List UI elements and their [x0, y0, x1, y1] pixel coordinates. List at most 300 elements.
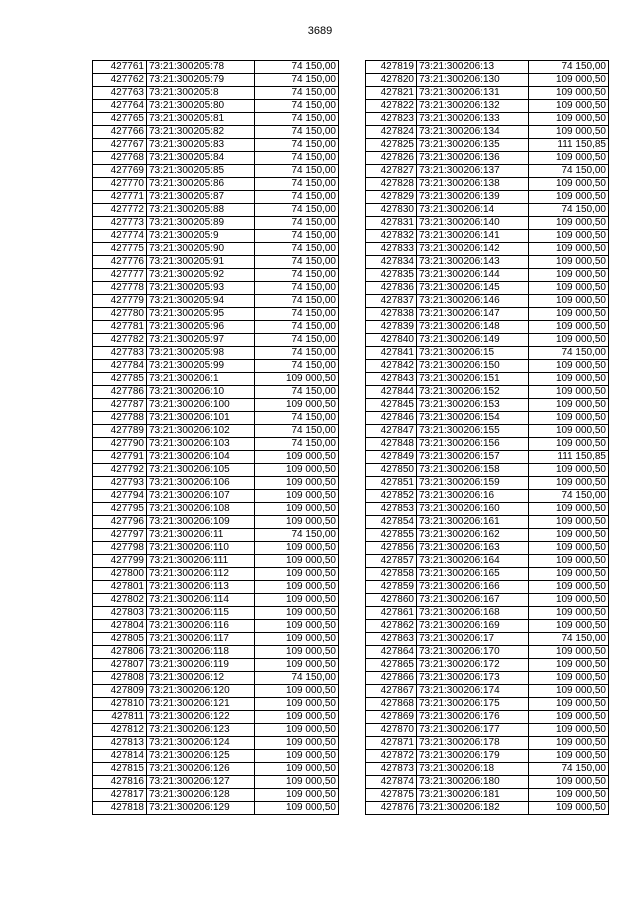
cadastral-number-cell: 73:21:300206:168 [417, 607, 529, 620]
record-number-cell: 427780 [93, 308, 147, 321]
cadastral-value-cell: 109 000,50 [529, 685, 609, 698]
table-row [366, 750, 609, 763]
table-row [366, 802, 609, 815]
cadastral-number-cell: 73:21:300206:102 [147, 425, 255, 438]
table-row [93, 711, 339, 724]
cadastral-value-cell: 109 000,50 [255, 373, 339, 386]
cadastral-number-cell: 73:21:300206:106 [147, 477, 255, 490]
cadastral-value-cell: 109 000,50 [529, 750, 609, 763]
cadastral-number-cell: 73:21:300206:182 [417, 802, 529, 815]
record-number-cell: 427813 [93, 737, 147, 750]
cadastral-value-cell: 74 150,00 [529, 165, 609, 178]
table-row [93, 295, 339, 308]
cadastral-value-cell: 109 000,50 [255, 516, 339, 529]
cadastral-value-cell: 109 000,50 [255, 399, 339, 412]
record-number-cell: 427788 [93, 412, 147, 425]
cadastral-value-cell: 74 150,00 [255, 204, 339, 217]
cadastral-number-cell: 73:21:300205:94 [147, 295, 255, 308]
cadastral-number-cell: 73:21:300205:93 [147, 282, 255, 295]
table-row [366, 633, 609, 646]
cadastral-number-cell: 73:21:300205:84 [147, 152, 255, 165]
table-row [366, 126, 609, 139]
cadastral-value-cell: 74 150,00 [255, 672, 339, 685]
cadastral-value-cell: 109 000,50 [529, 737, 609, 750]
cadastral-value-cell: 74 150,00 [255, 113, 339, 126]
cadastral-number-cell: 73:21:300205:98 [147, 347, 255, 360]
cadastral-number-cell: 73:21:300206:116 [147, 620, 255, 633]
cadastral-number-cell: 73:21:300206:121 [147, 698, 255, 711]
table-row [93, 373, 339, 386]
cadastral-number-cell: 73:21:300205:82 [147, 126, 255, 139]
cadastral-value-cell: 74 150,00 [255, 308, 339, 321]
cadastral-value-cell: 109 000,50 [255, 698, 339, 711]
cadastral-value-cell: 74 150,00 [529, 763, 609, 776]
record-number-cell: 427795 [93, 503, 147, 516]
table-row [93, 776, 339, 789]
cadastral-number-cell: 73:21:300206:155 [417, 425, 529, 438]
cadastral-number-cell: 73:21:300205:97 [147, 334, 255, 347]
cadastral-number-cell: 73:21:300206:164 [417, 555, 529, 568]
cadastral-number-cell: 73:21:300206:1 [147, 373, 255, 386]
table-row [366, 373, 609, 386]
cadastral-number-cell: 73:21:300206:137 [417, 165, 529, 178]
left-register-table [92, 60, 339, 815]
record-number-cell: 427819 [366, 61, 417, 74]
cadastral-value-cell: 109 000,50 [255, 477, 339, 490]
table-row [366, 61, 609, 74]
table-row [366, 321, 609, 334]
table-row [93, 61, 339, 74]
cadastral-value-cell: 109 000,50 [529, 464, 609, 477]
table-row [366, 503, 609, 516]
cadastral-number-cell: 73:21:300206:170 [417, 646, 529, 659]
cadastral-value-cell: 109 000,50 [529, 529, 609, 542]
cadastral-number-cell: 73:21:300205:89 [147, 217, 255, 230]
record-number-cell: 427818 [93, 802, 147, 815]
cadastral-number-cell: 73:21:300206:161 [417, 516, 529, 529]
cadastral-value-cell: 109 000,50 [255, 750, 339, 763]
cadastral-value-cell: 109 000,50 [529, 581, 609, 594]
table-row [366, 191, 609, 204]
table-row [93, 243, 339, 256]
table-row [93, 204, 339, 217]
table-row [93, 672, 339, 685]
cadastral-value-cell: 74 150,00 [255, 61, 339, 74]
table-row [93, 724, 339, 737]
cadastral-value-cell: 109 000,50 [529, 152, 609, 165]
record-number-cell: 427799 [93, 555, 147, 568]
cadastral-number-cell: 73:21:300206:115 [147, 607, 255, 620]
table-row [366, 789, 609, 802]
cadastral-number-cell: 73:21:300206:133 [417, 113, 529, 126]
record-number-cell: 427763 [93, 87, 147, 100]
cadastral-value-cell: 109 000,50 [529, 594, 609, 607]
cadastral-value-cell: 74 150,00 [255, 282, 339, 295]
record-number-cell: 427781 [93, 321, 147, 334]
cadastral-value-cell: 109 000,50 [255, 451, 339, 464]
record-number-cell: 427850 [366, 464, 417, 477]
cadastral-value-cell: 109 000,50 [255, 802, 339, 815]
record-number-cell: 427834 [366, 256, 417, 269]
record-number-cell: 427854 [366, 516, 417, 529]
record-number-cell: 427806 [93, 646, 147, 659]
cadastral-value-cell: 109 000,50 [255, 633, 339, 646]
table-row [93, 178, 339, 191]
record-number-cell: 427846 [366, 412, 417, 425]
cadastral-value-cell: 109 000,50 [529, 802, 609, 815]
record-number-cell: 427778 [93, 282, 147, 295]
record-number-cell: 427837 [366, 295, 417, 308]
record-number-cell: 427772 [93, 204, 147, 217]
cadastral-number-cell: 73:21:300206:144 [417, 269, 529, 282]
cadastral-value-cell: 109 000,50 [529, 438, 609, 451]
table-row [366, 243, 609, 256]
record-number-cell: 427824 [366, 126, 417, 139]
record-number-cell: 427816 [93, 776, 147, 789]
record-number-cell: 427777 [93, 269, 147, 282]
record-number-cell: 427841 [366, 347, 417, 360]
table-row [366, 204, 609, 217]
cadastral-number-cell: 73:21:300206:152 [417, 386, 529, 399]
table-row [93, 607, 339, 620]
table-row [366, 334, 609, 347]
table-row [366, 139, 609, 152]
cadastral-value-cell: 109 000,50 [529, 269, 609, 282]
record-number-cell: 427869 [366, 711, 417, 724]
record-number-cell: 427811 [93, 711, 147, 724]
record-number-cell: 427874 [366, 776, 417, 789]
cadastral-number-cell: 73:21:300205:80 [147, 100, 255, 113]
table-row [93, 750, 339, 763]
cadastral-number-cell: 73:21:300206:12 [147, 672, 255, 685]
record-number-cell: 427802 [93, 594, 147, 607]
table-row [366, 399, 609, 412]
table-row [93, 451, 339, 464]
cadastral-number-cell: 73:21:300206:112 [147, 568, 255, 581]
table-row [93, 490, 339, 503]
table-row [366, 516, 609, 529]
cadastral-number-cell: 73:21:300206:145 [417, 282, 529, 295]
record-number-cell: 427831 [366, 217, 417, 230]
table-row [366, 87, 609, 100]
cadastral-value-cell: 109 000,50 [529, 620, 609, 633]
cadastral-number-cell: 73:21:300206:132 [417, 100, 529, 113]
cadastral-number-cell: 73:21:300206:180 [417, 776, 529, 789]
table-row [93, 230, 339, 243]
record-number-cell: 427789 [93, 425, 147, 438]
record-number-cell: 427858 [366, 568, 417, 581]
cadastral-number-cell: 73:21:300206:167 [417, 594, 529, 607]
cadastral-number-cell: 73:21:300206:119 [147, 659, 255, 672]
table-row [366, 386, 609, 399]
cadastral-number-cell: 73:21:300206:101 [147, 412, 255, 425]
table-row [366, 451, 609, 464]
cadastral-number-cell: 73:21:300206:158 [417, 464, 529, 477]
cadastral-number-cell: 73:21:300206:173 [417, 672, 529, 685]
record-number-cell: 427817 [93, 789, 147, 802]
cadastral-value-cell: 109 000,50 [529, 607, 609, 620]
record-number-cell: 427779 [93, 295, 147, 308]
cadastral-value-cell: 74 150,00 [255, 87, 339, 100]
record-number-cell: 427861 [366, 607, 417, 620]
record-number-cell: 427853 [366, 503, 417, 516]
record-number-cell: 427792 [93, 464, 147, 477]
cadastral-value-cell: 109 000,50 [255, 659, 339, 672]
record-number-cell: 427845 [366, 399, 417, 412]
cadastral-value-cell: 109 000,50 [529, 425, 609, 438]
record-number-cell: 427814 [93, 750, 147, 763]
cadastral-number-cell: 73:21:300206:11 [147, 529, 255, 542]
cadastral-value-cell: 109 000,50 [529, 295, 609, 308]
cadastral-value-cell: 109 000,50 [529, 412, 609, 425]
cadastral-number-cell: 73:21:300206:129 [147, 802, 255, 815]
cadastral-value-cell: 109 000,50 [529, 646, 609, 659]
record-number-cell: 427855 [366, 529, 417, 542]
cadastral-number-cell: 73:21:300206:123 [147, 724, 255, 737]
page-number: 3689 [307, 25, 333, 37]
cadastral-value-cell: 109 000,50 [255, 763, 339, 776]
record-number-cell: 427775 [93, 243, 147, 256]
cadastral-number-cell: 73:21:300206:113 [147, 581, 255, 594]
record-number-cell: 427812 [93, 724, 147, 737]
cadastral-value-cell: 109 000,50 [529, 308, 609, 321]
cadastral-value-cell: 109 000,50 [529, 100, 609, 113]
table-row [93, 282, 339, 295]
cadastral-value-cell: 74 150,00 [529, 61, 609, 74]
record-number-cell: 427771 [93, 191, 147, 204]
cadastral-number-cell: 73:21:300206:149 [417, 334, 529, 347]
cadastral-value-cell: 109 000,50 [529, 360, 609, 373]
record-number-cell: 427774 [93, 230, 147, 243]
cadastral-value-cell: 109 000,50 [255, 542, 339, 555]
cadastral-value-cell: 109 000,50 [529, 516, 609, 529]
table-row [93, 698, 339, 711]
record-number-cell: 427782 [93, 334, 147, 347]
cadastral-number-cell: 73:21:300205:99 [147, 360, 255, 373]
cadastral-value-cell: 109 000,50 [255, 685, 339, 698]
cadastral-value-cell: 74 150,00 [255, 165, 339, 178]
cadastral-value-cell: 109 000,50 [529, 672, 609, 685]
record-number-cell: 427797 [93, 529, 147, 542]
record-number-cell: 427823 [366, 113, 417, 126]
record-number-cell: 427844 [366, 386, 417, 399]
record-number-cell: 427862 [366, 620, 417, 633]
cadastral-number-cell: 73:21:300205:83 [147, 139, 255, 152]
table-row [366, 217, 609, 230]
table-row [93, 633, 339, 646]
table-row [93, 100, 339, 113]
cadastral-number-cell: 73:21:300205:96 [147, 321, 255, 334]
table-row [366, 282, 609, 295]
cadastral-number-cell: 73:21:300206:117 [147, 633, 255, 646]
table-row [93, 360, 339, 373]
cadastral-value-cell: 74 150,00 [255, 412, 339, 425]
table-row [366, 698, 609, 711]
table-row [366, 776, 609, 789]
cadastral-value-cell: 109 000,50 [255, 503, 339, 516]
record-number-cell: 427785 [93, 373, 147, 386]
cadastral-number-cell: 73:21:300205:92 [147, 269, 255, 282]
table-row [366, 269, 609, 282]
cadastral-value-cell: 74 150,00 [255, 321, 339, 334]
record-number-cell: 427766 [93, 126, 147, 139]
table-row [93, 620, 339, 633]
cadastral-value-cell: 109 000,50 [529, 321, 609, 334]
cadastral-number-cell: 73:21:300206:105 [147, 464, 255, 477]
cadastral-number-cell: 73:21:300206:103 [147, 438, 255, 451]
cadastral-value-cell: 109 000,50 [529, 191, 609, 204]
record-number-cell: 427847 [366, 425, 417, 438]
cadastral-number-cell: 73:21:300206:172 [417, 659, 529, 672]
record-number-cell: 427796 [93, 516, 147, 529]
record-number-cell: 427762 [93, 74, 147, 87]
table-row [93, 87, 339, 100]
record-number-cell: 427783 [93, 347, 147, 360]
cadastral-value-cell: 109 000,50 [255, 620, 339, 633]
table-row [93, 74, 339, 87]
cadastral-value-cell: 109 000,50 [529, 178, 609, 191]
cadastral-number-cell: 73:21:300206:131 [417, 87, 529, 100]
cadastral-value-cell: 74 150,00 [255, 347, 339, 360]
record-number-cell: 427805 [93, 633, 147, 646]
table-row [93, 542, 339, 555]
table-row [93, 477, 339, 490]
cadastral-value-cell: 74 150,00 [255, 217, 339, 230]
cadastral-value-cell: 74 150,00 [255, 438, 339, 451]
cadastral-value-cell: 109 000,50 [529, 386, 609, 399]
cadastral-value-cell: 109 000,50 [529, 724, 609, 737]
table-row [366, 607, 609, 620]
record-number-cell: 427840 [366, 334, 417, 347]
record-number-cell: 427868 [366, 698, 417, 711]
cadastral-number-cell: 73:21:300205:87 [147, 191, 255, 204]
record-number-cell: 427859 [366, 581, 417, 594]
table-row [93, 438, 339, 451]
table-row [93, 503, 339, 516]
table-row [366, 308, 609, 321]
cadastral-number-cell: 73:21:300206:114 [147, 594, 255, 607]
cadastral-value-cell: 74 150,00 [255, 126, 339, 139]
table-row [366, 477, 609, 490]
record-number-cell: 427829 [366, 191, 417, 204]
record-number-cell: 427820 [366, 74, 417, 87]
record-number-cell: 427794 [93, 490, 147, 503]
cadastral-value-cell: 109 000,50 [255, 581, 339, 594]
cadastral-number-cell: 73:21:300206:16 [417, 490, 529, 503]
cadastral-number-cell: 73:21:300206:120 [147, 685, 255, 698]
cadastral-value-cell: 109 000,50 [529, 126, 609, 139]
cadastral-value-cell: 74 150,00 [255, 386, 339, 399]
cadastral-number-cell: 73:21:300206:127 [147, 776, 255, 789]
table-row [366, 152, 609, 165]
cadastral-value-cell: 109 000,50 [255, 646, 339, 659]
record-number-cell: 427833 [366, 243, 417, 256]
cadastral-number-cell: 73:21:300206:14 [417, 204, 529, 217]
record-number-cell: 427851 [366, 477, 417, 490]
cadastral-number-cell: 73:21:300206:122 [147, 711, 255, 724]
cadastral-number-cell: 73:21:300206:165 [417, 568, 529, 581]
table-row [93, 217, 339, 230]
right-register-table [365, 60, 609, 815]
cadastral-number-cell: 73:21:300206:13 [417, 61, 529, 74]
cadastral-number-cell: 73:21:300206:159 [417, 477, 529, 490]
record-number-cell: 427764 [93, 100, 147, 113]
cadastral-value-cell: 109 000,50 [255, 490, 339, 503]
table-row [366, 581, 609, 594]
record-number-cell: 427790 [93, 438, 147, 451]
record-number-cell: 427798 [93, 542, 147, 555]
table-row [366, 672, 609, 685]
record-number-cell: 427876 [366, 802, 417, 815]
table-row [93, 256, 339, 269]
cadastral-value-cell: 109 000,50 [255, 607, 339, 620]
cadastral-value-cell: 109 000,50 [529, 373, 609, 386]
cadastral-number-cell: 73:21:300205:8 [147, 87, 255, 100]
table-row [93, 555, 339, 568]
table-row [366, 360, 609, 373]
cadastral-value-cell: 109 000,50 [255, 568, 339, 581]
record-number-cell: 427832 [366, 230, 417, 243]
cadastral-value-cell: 109 000,50 [529, 243, 609, 256]
record-number-cell: 427821 [366, 87, 417, 100]
cadastral-value-cell: 74 150,00 [255, 191, 339, 204]
cadastral-value-cell: 109 000,50 [529, 87, 609, 100]
table-row [93, 139, 339, 152]
cadastral-number-cell: 73:21:300206:110 [147, 542, 255, 555]
cadastral-number-cell: 73:21:300205:78 [147, 61, 255, 74]
cadastral-number-cell: 73:21:300206:147 [417, 308, 529, 321]
table-row [93, 646, 339, 659]
record-number-cell: 427864 [366, 646, 417, 659]
cadastral-value-cell: 111 150,85 [529, 139, 609, 152]
record-number-cell: 427768 [93, 152, 147, 165]
table-row [93, 659, 339, 672]
cadastral-number-cell: 73:21:300206:100 [147, 399, 255, 412]
table-row [366, 620, 609, 633]
cadastral-value-cell: 109 000,50 [255, 789, 339, 802]
table-row [93, 334, 339, 347]
record-number-cell: 427826 [366, 152, 417, 165]
cadastral-number-cell: 73:21:300206:156 [417, 438, 529, 451]
table-row [93, 568, 339, 581]
record-number-cell: 427863 [366, 633, 417, 646]
cadastral-number-cell: 73:21:300206:139 [417, 191, 529, 204]
cadastral-number-cell: 73:21:300206:104 [147, 451, 255, 464]
cadastral-value-cell: 109 000,50 [255, 724, 339, 737]
record-number-cell: 427827 [366, 165, 417, 178]
cadastral-number-cell: 73:21:300206:111 [147, 555, 255, 568]
table-row [366, 438, 609, 451]
cadastral-number-cell: 73:21:300205:9 [147, 230, 255, 243]
cadastral-value-cell: 74 150,00 [255, 230, 339, 243]
table-row [366, 74, 609, 87]
record-number-cell: 427810 [93, 698, 147, 711]
cadastral-number-cell: 73:21:300206:143 [417, 256, 529, 269]
cadastral-value-cell: 74 150,00 [529, 347, 609, 360]
table-row [93, 529, 339, 542]
cadastral-value-cell: 109 000,50 [255, 711, 339, 724]
cadastral-value-cell: 109 000,50 [529, 711, 609, 724]
cadastral-value-cell: 74 150,00 [255, 295, 339, 308]
cadastral-value-cell: 74 150,00 [529, 633, 609, 646]
cadastral-number-cell: 73:21:300206:178 [417, 737, 529, 750]
cadastral-value-cell: 109 000,50 [529, 113, 609, 126]
table-row [93, 425, 339, 438]
record-number-cell: 427849 [366, 451, 417, 464]
table-row [93, 412, 339, 425]
cadastral-number-cell: 73:21:300206:124 [147, 737, 255, 750]
table-row [93, 789, 339, 802]
